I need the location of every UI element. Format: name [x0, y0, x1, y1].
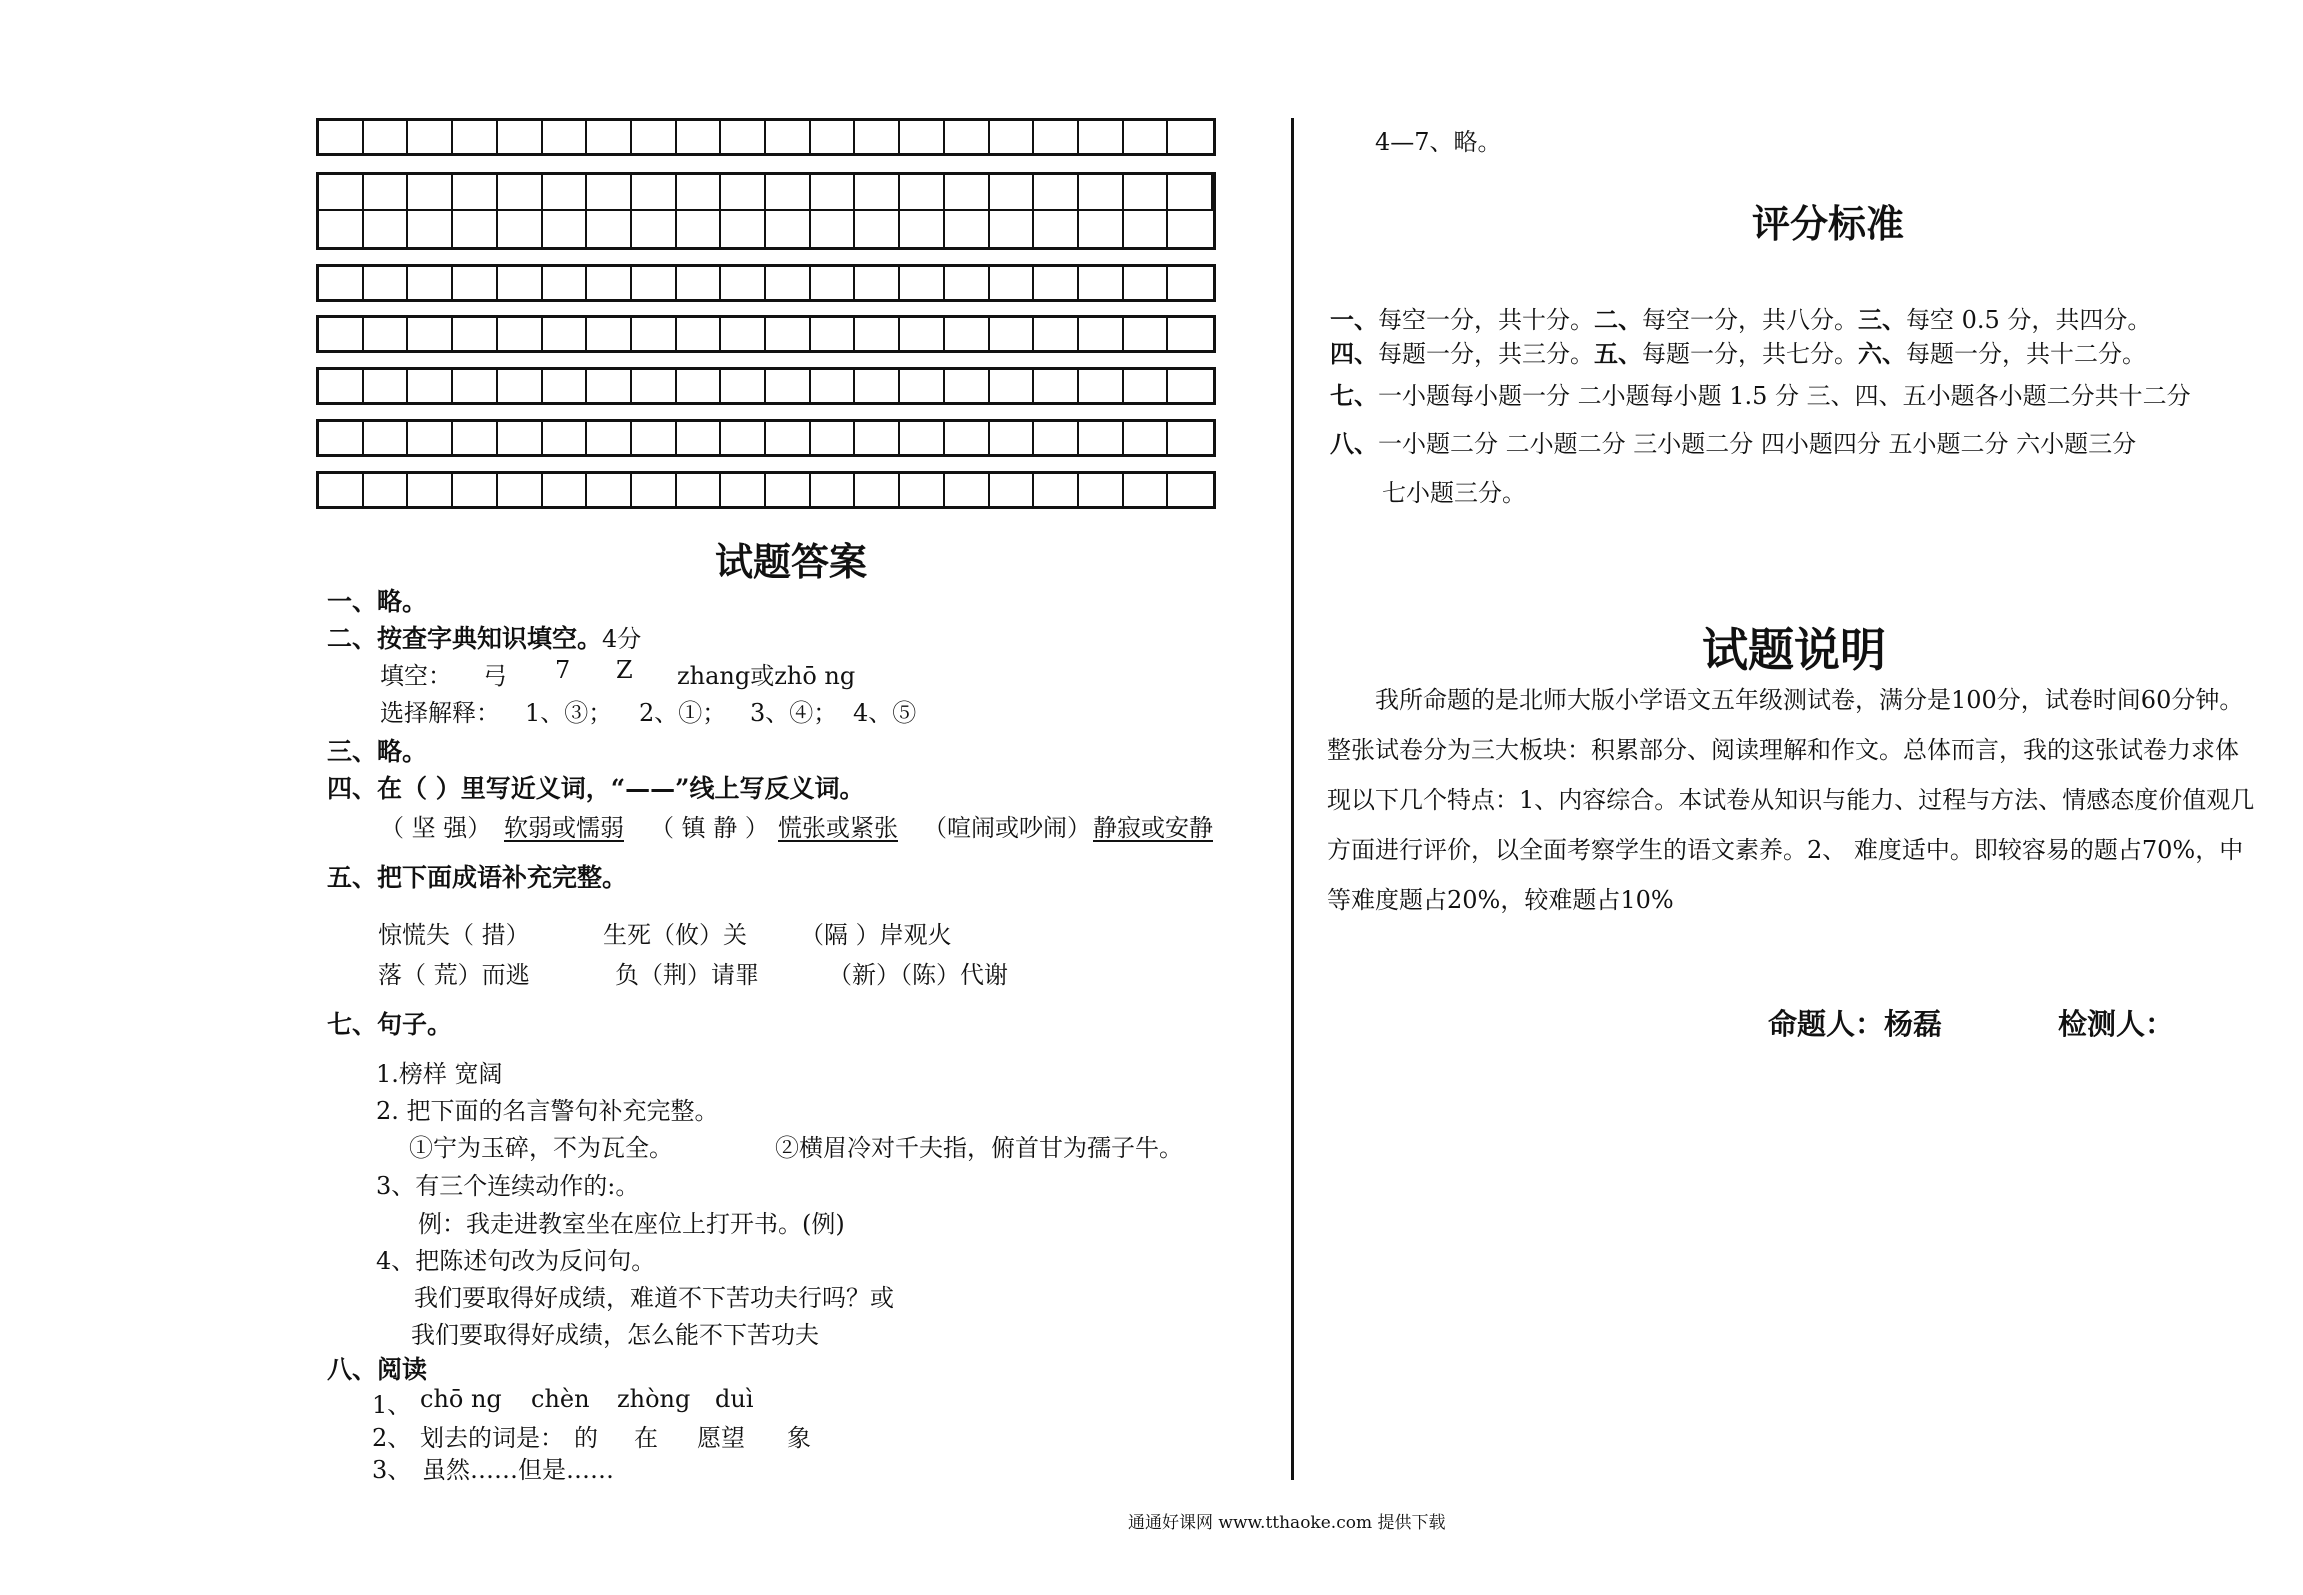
grid-cell — [677, 370, 722, 402]
grid-cell — [319, 121, 364, 153]
grid-cell — [408, 121, 453, 153]
notes-paragraph: 我所命题的是北师大版小学语文五年级测试卷，满分是100分，试卷时间60分钟。整张试卷分为三大板块：积累部分、阅读理解和作文。总体而言，我的这张试卷力求体现以下几个特点：1、内容综合。本试卷从知识与能力、过程与方法、情感态度价值观几方面进行评价，以全面考察学生的语文素养。2、 难度适中。即较容易的题占70%，中等难度题占20%，较难题占10% — [1327, 686, 2255, 914]
grid-cell — [498, 474, 543, 506]
grid-cell — [498, 175, 543, 211]
pinyin-answer: chō ng — [420, 1385, 502, 1413]
column-divider — [1291, 118, 1294, 1480]
grid-cell — [721, 474, 766, 506]
grid-cell — [900, 370, 945, 402]
grid-cell — [1034, 422, 1079, 454]
grid-cell — [990, 422, 1035, 454]
grid-cell — [766, 211, 811, 247]
grid-cell — [990, 370, 1035, 402]
grid-cell — [855, 175, 900, 211]
grid-cell — [1168, 370, 1213, 402]
grid-cell — [632, 474, 677, 506]
sentence-answer: 例：我走进教室坐在座位上打开书。(例) — [418, 1210, 845, 1238]
grid-cell — [632, 211, 677, 247]
grid-cell — [1168, 121, 1213, 153]
grid-cell — [1034, 474, 1079, 506]
struck-word: 在 — [634, 1424, 658, 1452]
grid-cell — [453, 175, 498, 211]
grid-row — [316, 172, 1216, 250]
grid-cell — [543, 370, 588, 402]
grid-row — [316, 315, 1216, 353]
grid-cell — [453, 121, 498, 153]
grid-cell — [1079, 267, 1124, 299]
grid-cell — [855, 211, 900, 247]
grid-cell — [543, 318, 588, 350]
grid-cell — [543, 121, 588, 153]
reading-answer: 虽然……但是…… — [422, 1456, 614, 1484]
grid-cell — [1079, 318, 1124, 350]
grid-cell — [632, 175, 677, 211]
grid-cell — [1034, 121, 1079, 153]
grid-cell — [587, 422, 632, 454]
grid-cell — [811, 422, 856, 454]
grid-cell — [364, 370, 409, 402]
grid-cell — [855, 121, 900, 153]
grid-cell — [632, 267, 677, 299]
grid-cell — [1079, 211, 1124, 247]
grading-key: 一、 — [1330, 305, 1378, 334]
grid-cell — [900, 121, 945, 153]
grid-cell — [766, 175, 811, 211]
section-8-heading: 八、阅读 — [327, 1355, 428, 1384]
idiom-answer: （隔 ）岸观火 — [800, 921, 952, 949]
grid-cell — [855, 474, 900, 506]
sentence-answer: 2. 把下面的名言警句补充完整。 — [376, 1097, 719, 1125]
idiom-answer: 生死（攸）关 — [603, 921, 747, 949]
answers-title: 试题答案 — [715, 539, 868, 584]
grid-cell — [677, 267, 722, 299]
reading-num: 2、 — [372, 1424, 412, 1452]
grid-cell — [364, 422, 409, 454]
grid-cell — [1168, 422, 1213, 454]
grid-cell — [453, 318, 498, 350]
grid-cell — [1079, 474, 1124, 506]
grid-cell — [721, 211, 766, 247]
fill-value: 弓 — [483, 662, 507, 690]
grid-cell — [498, 211, 543, 247]
grid-cell — [811, 370, 856, 402]
grid-cell — [632, 422, 677, 454]
grid-cell — [945, 267, 990, 299]
grid-cell — [408, 318, 453, 350]
grid-cell — [1034, 175, 1079, 211]
grid-cell — [587, 474, 632, 506]
grid-cell — [543, 474, 588, 506]
grid-cell — [945, 211, 990, 247]
grading-value: 每空一分，共八分。 — [1642, 306, 1858, 334]
grid-cell — [945, 474, 990, 506]
grid-cell — [677, 211, 722, 247]
choose-label: 选择解释： — [380, 699, 500, 727]
grading-value: 每空一分，共十分。 — [1378, 306, 1594, 334]
grid-cell — [319, 318, 364, 350]
grid-cell — [319, 474, 364, 506]
grid-cell — [1124, 370, 1169, 402]
grading-key: 七、 — [1330, 381, 1378, 410]
choose-value: 1、③； — [525, 699, 613, 727]
grid-cell — [543, 175, 588, 211]
grid-cell — [945, 121, 990, 153]
grid-cell — [811, 318, 856, 350]
grid-cell — [364, 267, 409, 299]
section-2-heading — [327, 619, 641, 655]
fill-value: zhang或zhō ng — [677, 662, 856, 690]
reading-num: 3、 — [372, 1456, 412, 1484]
grid-cell — [587, 175, 632, 211]
grid-cell — [1079, 422, 1124, 454]
grid-cell — [587, 318, 632, 350]
grid-cell — [364, 474, 409, 506]
grid-cell — [990, 474, 1035, 506]
grid-cell — [945, 370, 990, 402]
sentence-answer: 我们要取得好成绩，怎么能不下苦功夫 — [411, 1321, 819, 1349]
footer-credit: 通通好课网 www.tthaoke.com 提供下载 — [1128, 1513, 1446, 1533]
grid-cell — [900, 318, 945, 350]
choose-value: 3、④； — [750, 699, 838, 727]
grid-cell — [721, 370, 766, 402]
antonym-answer: 软弱或懦弱 — [504, 814, 624, 842]
grading-key: 八、 — [1330, 429, 1378, 458]
grid-cell — [364, 318, 409, 350]
grading-row — [1330, 424, 2136, 459]
grid-row — [316, 419, 1216, 457]
grid-cell — [1168, 474, 1213, 506]
grading-value: 每题一分，共七分。 — [1642, 340, 1858, 368]
grading-value: 一小题每小题一分 二小题每小题 1.5 分 三、四、五小题各小题二分共十二分 — [1378, 382, 2191, 410]
grid-cell — [453, 211, 498, 247]
grid-cell — [319, 370, 364, 402]
grid-cell — [900, 422, 945, 454]
synonym-answer: （ 坚 强） — [380, 814, 492, 842]
section-4-heading: 四、在（ ）里写近义词，“——”线上写反义词。 — [327, 774, 865, 803]
grid-cell — [721, 121, 766, 153]
sentence-answer: ②横眉冷对千夫指，俯首甘为孺子牛。 — [775, 1134, 1183, 1162]
grid-cell — [766, 121, 811, 153]
struck-word: 愿望 — [697, 1424, 745, 1452]
synonym-answer: （喧闹或吵闹） — [923, 814, 1091, 842]
struck-word: 象 — [787, 1424, 811, 1452]
synonym-answer: （ 镇 静 ） — [650, 814, 769, 842]
grid-cell — [811, 175, 856, 211]
grid-cell — [408, 422, 453, 454]
grid-cell — [632, 370, 677, 402]
grid-cell — [1124, 474, 1169, 506]
grid-cell — [632, 121, 677, 153]
grading-row — [1330, 334, 2146, 369]
grid-cell — [900, 267, 945, 299]
grid-cell — [811, 474, 856, 506]
grid-cell — [766, 267, 811, 299]
grid-cell — [408, 370, 453, 402]
grid-cell — [543, 267, 588, 299]
grid-cell — [677, 422, 722, 454]
grid-cell — [453, 422, 498, 454]
sentence-answer: ①宁为玉碎，不为瓦全。 — [409, 1134, 673, 1162]
pinyin-answer: duì — [715, 1385, 754, 1413]
section-5-heading: 五、把下面成语补充完整。 — [327, 863, 628, 892]
grid-cell — [990, 121, 1035, 153]
pinyin-answer: chèn — [531, 1385, 590, 1413]
grid-cell — [453, 267, 498, 299]
grading-key: 四、 — [1330, 339, 1378, 368]
grid-cell — [1124, 211, 1169, 247]
grading-value: 每题一分，共十二分。 — [1906, 340, 2146, 368]
section-7-heading: 七、句子。 — [327, 1010, 453, 1039]
reading-label: 划去的词是： — [420, 1424, 564, 1452]
grid-cell — [1124, 267, 1169, 299]
grid-cell — [453, 370, 498, 402]
grading-key: 二、 — [1594, 305, 1642, 334]
choose-value: 2、①； — [639, 699, 727, 727]
idiom-answer: 落（ 荒）而逃 — [378, 961, 530, 989]
sentence-answer: 1.榜样 宽阔 — [376, 1060, 503, 1088]
grading-value: 每空 0.5 分，共四分。 — [1906, 306, 2152, 334]
grid-cell — [1168, 267, 1213, 299]
grid-cell — [408, 175, 453, 211]
grid-cell — [766, 422, 811, 454]
struck-word: 的 — [574, 1424, 598, 1452]
grading-row — [1330, 376, 2191, 411]
grid-cell — [721, 318, 766, 350]
grading-key: 三、 — [1858, 305, 1906, 334]
notes-title: 试题说明 — [1702, 623, 1886, 677]
grid-cell — [1079, 370, 1124, 402]
grid-cell — [498, 121, 543, 153]
grid-row — [316, 367, 1216, 405]
grid-cell — [1124, 422, 1169, 454]
fill-value: 7 — [555, 656, 571, 684]
grid-cell — [1168, 175, 1213, 211]
grid-cell — [1034, 211, 1079, 247]
grid-cell — [900, 175, 945, 211]
grid-row — [316, 471, 1216, 509]
idiom-answer: 负（荆）请罪 — [615, 961, 759, 989]
grid-cell — [945, 175, 990, 211]
grid-cell — [453, 474, 498, 506]
checker-label: 检测人： — [2058, 1007, 2175, 1041]
grid-cell — [1034, 267, 1079, 299]
grid-cell — [900, 211, 945, 247]
grid-cell — [811, 267, 856, 299]
grid-cell — [1079, 175, 1124, 211]
grid-cell — [945, 318, 990, 350]
section-1: 一、略。 — [327, 587, 428, 616]
grid-row — [316, 264, 1216, 302]
grid-cell — [319, 211, 364, 247]
fill-label: 填空： — [380, 662, 452, 690]
grid-cell — [319, 267, 364, 299]
grid-cell — [811, 121, 856, 153]
sentence-answer: 我们要取得好成绩，难道不下苦功夫行吗？或 — [414, 1284, 894, 1312]
grid-cell — [721, 422, 766, 454]
grid-cell — [677, 175, 722, 211]
grading-key: 六、 — [1858, 339, 1906, 368]
section-2-score: 4分 — [602, 625, 642, 653]
idiom-answer: 惊慌失（ 措） — [378, 921, 530, 949]
grid-cell — [677, 474, 722, 506]
grid-cell — [811, 211, 856, 247]
grid-cell — [855, 370, 900, 402]
grid-cell — [543, 211, 588, 247]
grid-cell — [587, 121, 632, 153]
sentence-answer: 3、有三个连续动作的:。 — [376, 1172, 640, 1200]
grid-cell — [408, 267, 453, 299]
section-3: 三、略。 — [327, 737, 428, 766]
grid-cell — [364, 211, 409, 247]
grid-row — [316, 118, 1216, 156]
grid-cell — [855, 422, 900, 454]
grid-cell — [543, 422, 588, 454]
grid-cell — [364, 121, 409, 153]
choose-value: 4、⑤ — [853, 699, 917, 727]
grid-cell — [587, 211, 632, 247]
grid-cell — [855, 318, 900, 350]
grading-row — [1330, 300, 2151, 335]
grid-cell — [1124, 318, 1169, 350]
grid-cell — [587, 370, 632, 402]
grid-cell — [990, 211, 1035, 247]
grid-cell — [1034, 370, 1079, 402]
grid-cell — [632, 318, 677, 350]
grading-key: 五、 — [1594, 339, 1642, 368]
reading-num: 1、 — [372, 1391, 412, 1419]
grid-cell — [408, 211, 453, 247]
grid-cell — [900, 474, 945, 506]
fill-value: Z — [616, 656, 633, 684]
idiom-answer: （新）（陈）代谢 — [828, 961, 1008, 989]
grid-cell — [945, 422, 990, 454]
pinyin-answer: zhòng — [617, 1385, 691, 1413]
grid-cell — [1079, 121, 1124, 153]
grid-cell — [677, 121, 722, 153]
grid-cell — [319, 422, 364, 454]
grid-cell — [766, 474, 811, 506]
grid-cell — [855, 267, 900, 299]
grading-value: 每题一分，共三分。 — [1378, 340, 1594, 368]
right-top-line: 4—7、略。 — [1375, 128, 1502, 156]
grid-cell — [721, 267, 766, 299]
antonym-answer: 慌张或紧张 — [778, 814, 898, 842]
grid-cell — [498, 422, 543, 454]
grid-cell — [498, 267, 543, 299]
grid-cell — [721, 175, 766, 211]
grid-cell — [498, 318, 543, 350]
grid-cell — [498, 370, 543, 402]
grid-cell — [766, 370, 811, 402]
sentence-answer: 4、把陈述句改为反问句。 — [376, 1247, 656, 1275]
section-2-heading-text: 二、按查字典知识填空。 — [327, 624, 603, 653]
grid-cell — [1034, 318, 1079, 350]
grid-cell — [677, 318, 722, 350]
grid-cell — [1168, 318, 1213, 350]
grid-cell — [1124, 121, 1169, 153]
antonym-answer: 静寂或安静 — [1093, 814, 1213, 842]
grading-title: 评分标准 — [1752, 201, 1905, 246]
grid-cell — [319, 175, 364, 211]
grading-value: 一小题二分 二小题二分 三小题二分 四小题四分 五小题二分 六小题三分 — [1378, 430, 2137, 458]
grid-cell — [1124, 175, 1169, 211]
grid-cell — [1168, 211, 1213, 247]
grading-row-cont: 七小题三分。 — [1382, 479, 1526, 507]
grid-cell — [990, 318, 1035, 350]
grid-cell — [587, 267, 632, 299]
grid-cell — [990, 267, 1035, 299]
author-label: 命题人：杨磊 — [1768, 1007, 1943, 1041]
grid-cell — [990, 175, 1035, 211]
grid-cell — [364, 175, 409, 211]
grid-cell — [408, 474, 453, 506]
grid-cell — [766, 318, 811, 350]
